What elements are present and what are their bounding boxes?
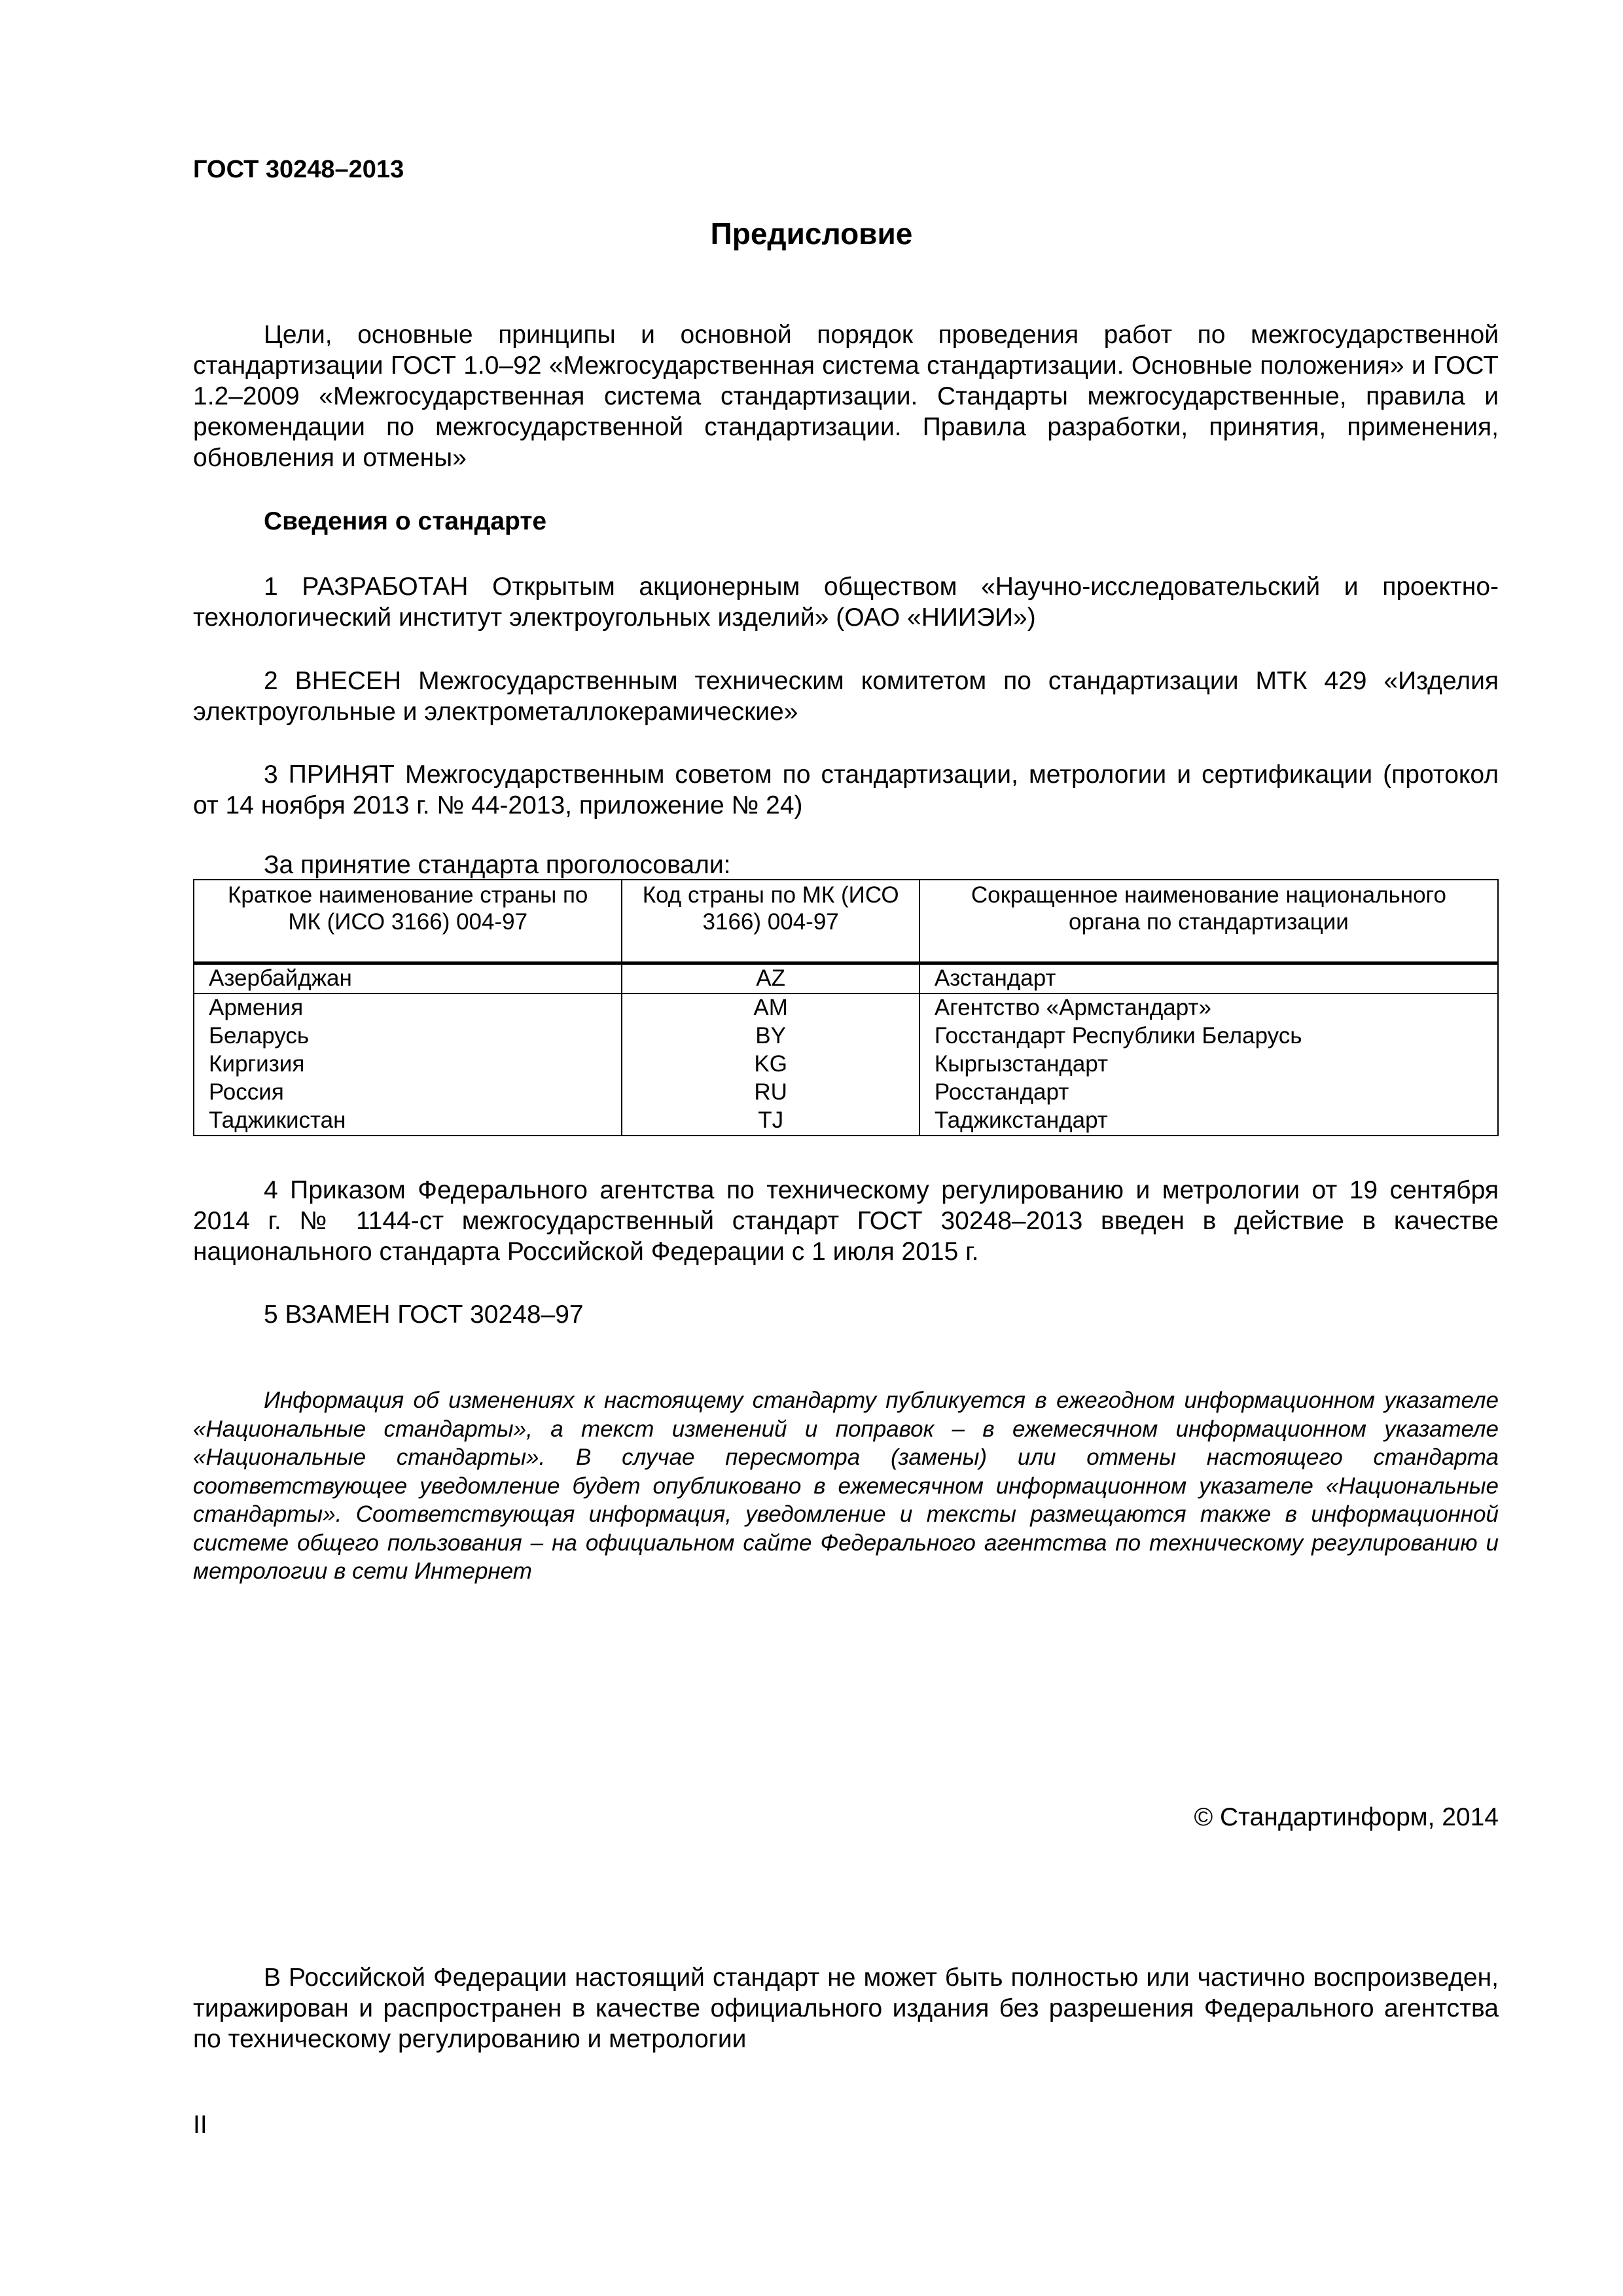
table-row (194, 1050, 1498, 1079)
item-4-order: 4 Приказом Федерального агентства по техническому регулированию и метрологии от 19 сентября 2014 г. № 1144-ст межгосударственный стандарт ГОСТ 30248–2013 введен в действие в качестве национального стандарта Российской Федерации с 1 июля 2015 г. (193, 1176, 1499, 1266)
item-5-replaces: 5 ВЗАМЕН ГОСТ 30248–97 (264, 1300, 584, 1329)
country-cell: Киргизия (194, 1050, 622, 1079)
vote-table-header-row (194, 880, 1498, 963)
organ-cell: Агентство «Армстандарт» (919, 994, 1498, 1022)
header-code: Код страны по МК (ИСО 3166) 004-97 (622, 880, 919, 963)
country-cell: Таджикистан (194, 1107, 622, 1136)
organ-cell: Азстандарт (919, 963, 1498, 994)
country-cell: Россия (194, 1079, 622, 1107)
section-heading: Сведения о стандарте (264, 507, 547, 535)
page-number: II (193, 2111, 207, 2139)
code-cell: AZ (622, 963, 919, 994)
code-cell: KG (622, 1050, 919, 1079)
code-cell: BY (622, 1022, 919, 1050)
table-row (194, 963, 1498, 994)
header-organ: Сокращенное наименование национального органа по стандартизации (919, 880, 1498, 963)
page-title: Предисловие (710, 217, 913, 251)
organ-cell: Кыргызстандарт (919, 1050, 1498, 1079)
document-code-header: ГОСТ 30248–2013 (193, 156, 404, 183)
organ-cell: Росстандарт (919, 1079, 1498, 1107)
organ-cell: Таджикстандарт (919, 1107, 1498, 1136)
vote-table-label: За принятие стандарта проголосовали: (264, 851, 731, 879)
item-2-submitted: 2 ВНЕСЕН Межгосударственным техническим комитетом по стандартизации МТК 429 «Изделия электроугольные и электрометаллокерамические» (193, 667, 1499, 726)
organ-cell: Госстандарт Республики Беларусь (919, 1022, 1498, 1050)
table-row (194, 1107, 1498, 1136)
item-1-developed: 1 РАЗРАБОТАН Открытым акционерным обществом «Научно-исследовательский и проектно-технологический институт электроугольных изделий» (ОАО «НИИЭИ») (193, 573, 1499, 632)
table-row (194, 994, 1498, 1022)
intro-paragraph: Цели, основные принципы и основной порядок проведения работ по межгосударственной стандартизации ГОСТ 1.0–92 «Межгосударственная система стандартизации. Основные положения» и ГОСТ 1.2–2009 «Межгосударственная система стандартизации. Стандарты межгосударственные, правила и рекомендации по межгосударственной стандартизации. Правила разработки, принятия, применения, обновления и отмены» (193, 321, 1499, 472)
legal-notice: В Российской Федерации настоящий стандарт не может быть полностью или частично воспроизведен, тиражирован и распространен в качестве официального издания без разрешения Федерального агентства по техническому регулированию и метрологии (193, 1964, 1499, 2053)
item-3-adopted: 3 ПРИНЯТ Межгосударственным советом по стандартизации, метрологии и сертификации (протокол от 14 ноября 2013 г. № 44-2013, приложение № 24) (193, 761, 1499, 819)
table-row (194, 1079, 1498, 1107)
code-cell: AM (622, 994, 919, 1022)
country-cell: Азербайджан (194, 963, 622, 994)
info-note: Информация об изменениях к настоящему стандарту публикуется в ежегодном информационном указателе «Национальные стандарты», а текст изменений и поправок – в ежемесячном информационном указателе «Национальные стандарты». В случае пересмотра (замены) или отмены настоящего стандарта соответствующее уведомление будет опубликовано в ежемесячном информационном указателе «Национальные стандарты». Соответствующая информация, уведомление и тексты размещаются также в информационной системе общего пользования – на официальном сайте Федерального агентства по техническому регулированию и метрологии в сети Интернет (193, 1388, 1499, 1584)
copyright-notice: © Стандартинформ, 2014 (1194, 1803, 1499, 1831)
country-cell: Армения (194, 994, 622, 1022)
code-cell: TJ (622, 1107, 919, 1136)
header-country: Краткое наименование страны по МК (ИСО 3166) 004-97 (194, 880, 622, 963)
table-row (194, 1022, 1498, 1050)
vote-table (193, 879, 1499, 1136)
country-cell: Беларусь (194, 1022, 622, 1050)
code-cell: RU (622, 1079, 919, 1107)
